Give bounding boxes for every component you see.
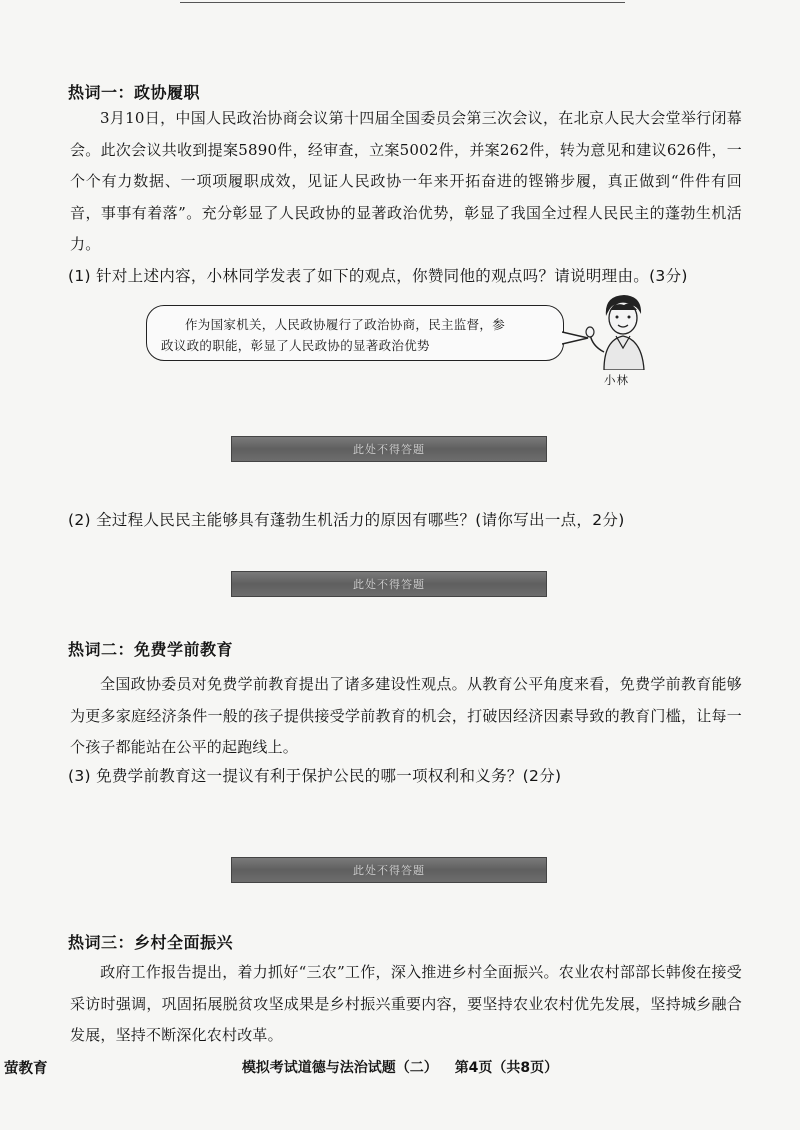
section3-paragraph-text: 政府工作报告提出，着力抓好“三农”工作，深入推进乡村全面振兴。农业农村部部长韩俊在接受采访时强调，巩固拓展脱贫攻坚成果是乡村振兴重要内容，要坚持农业农村优先发展，坚持城乡融合发展，坚持不断深化农村改革。 [70, 963, 742, 1044]
avatar-name: 小林 [604, 373, 629, 387]
section3-paragraph [70, 957, 742, 1052]
section1-heading: 热词一：政协履职 [68, 83, 201, 102]
section2-heading: 热词二：免费学前教育 [68, 640, 234, 659]
question-2: (2) 全过程人民民主能够具有蓬勃生机活力的原因有哪些？(请你写出一点，2分) [68, 511, 625, 529]
section1-paragraph [70, 103, 742, 261]
speech-bubble [146, 305, 564, 361]
section3-heading: 热词三：乡村全面振兴 [68, 933, 234, 952]
footer-title: 模拟考试道德与法治试题（二） [241, 1060, 438, 1076]
no-answer-zone-2: 此处不得答题 [231, 571, 547, 597]
bubble-line-2: 政议政的职能，彰显了人民政协的显著政治优势 [161, 338, 430, 353]
student-avatar-icon [584, 290, 658, 370]
section1-paragraph-text: 3月10日，中国人民政治协商会议第十四届全国委员会第三次会议，在北京人民大会堂举行闭幕会。此次会议共收到提案5890件，经审查，立案5002件，并案262件，转为意见和建议626件，一个个有力数据、一项项履职成效，见证人民政协一年来开拓奋进的铿锵步履，真正做到“件件有回音，事事有着落”。充分彰显了人民政协的显著政治优势，彰显了我国全过程人民民主的蓬勃生机活力。 [70, 109, 742, 253]
section2-paragraph-text: 全国政协委员对免费学前教育提出了诸多建设性观点。从教育公平角度来看，免费学前教育能够为更多家庭经济条件一般的孩子提供接受学前教育的机会，打破因经济因素导致的教育门槛，让每一个孩子都能站在公平的起跑线上。 [70, 675, 742, 756]
top-rule [180, 2, 625, 3]
bubble-line-1: 作为国家机关，人民政协履行了政治协商，民主监督，参 [185, 317, 506, 332]
footer-brand: 萤教育 [4, 1061, 48, 1077]
question-1: (1) 针对上述内容，小林同学发表了如下的观点，你赞同他的观点吗？请说明理由。(3分) [68, 267, 688, 285]
footer-page: 第4页（共8页） [454, 1060, 559, 1076]
footer-info [0, 1057, 800, 1077]
section2-paragraph [70, 669, 742, 764]
no-answer-zone-3: 此处不得答题 [231, 857, 547, 883]
question-3: (3) 免费学前教育这一提议有利于保护公民的哪一项权利和义务？(2分) [68, 767, 562, 785]
no-answer-zone-1: 此处不得答题 [231, 436, 547, 462]
